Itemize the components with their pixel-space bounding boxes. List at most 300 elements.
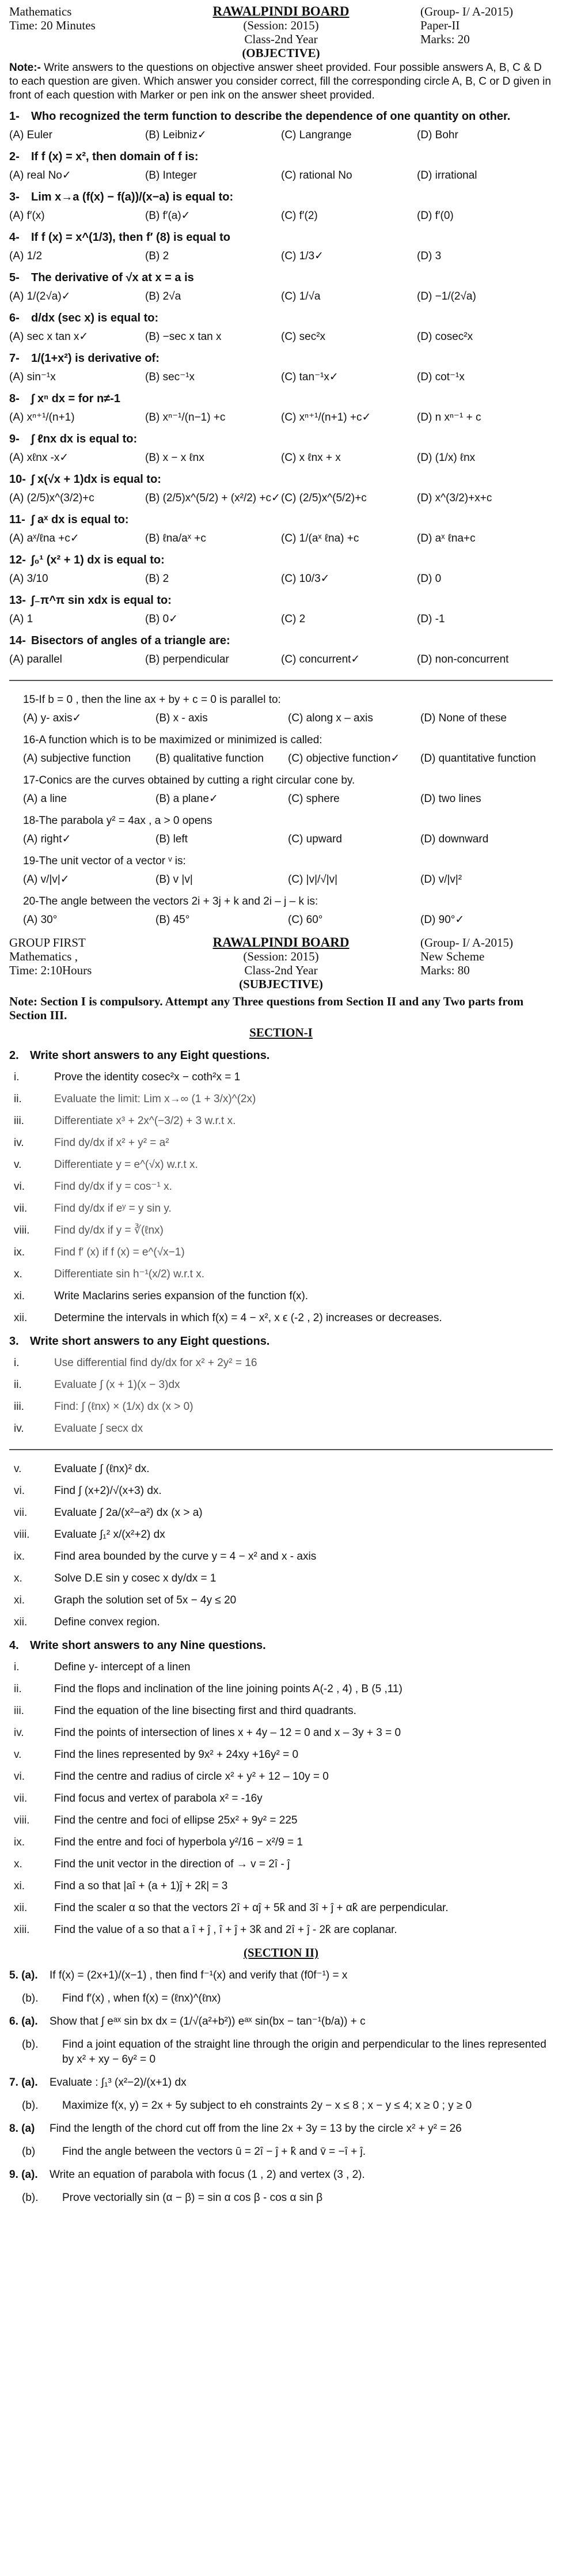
mcq-option: (C) 1/(aˣ ℓna) +c bbox=[281, 532, 359, 544]
short-question-number: ii. bbox=[14, 1093, 22, 1105]
short-question-number: iv. bbox=[14, 1423, 24, 1435]
short-question-number: v. bbox=[14, 1159, 22, 1171]
mcq-option: (C) x ℓnx + x bbox=[281, 452, 341, 464]
board-title: RAWALPINDI BOARD bbox=[212, 4, 350, 18]
short-question bbox=[9, 1245, 553, 1260]
short-question-number: vii. bbox=[14, 1792, 28, 1805]
mcq-option: (B) sec⁻¹x bbox=[145, 371, 195, 383]
mcq-option: (D) two lines bbox=[420, 793, 481, 805]
mcq-question bbox=[9, 733, 553, 748]
mcq-option: (D) cot⁻¹x bbox=[417, 371, 465, 383]
mcq-options bbox=[9, 572, 553, 587]
short-question-number: xi. bbox=[14, 1594, 25, 1606]
mcq-number: 8- bbox=[9, 392, 20, 405]
long-question-number: (b). bbox=[22, 1992, 39, 2004]
mcq-text: ∫ ℓnx dx is equal to: bbox=[31, 433, 138, 445]
short-question-text: Find the centre and foci of ellipse 25x² + 9y² = 225 bbox=[54, 1814, 298, 1826]
header-subject: Mathematics bbox=[9, 5, 72, 18]
mcq-question bbox=[9, 108, 553, 124]
section-divider bbox=[9, 680, 553, 681]
mcq-option: (B) −sec x tan x bbox=[145, 331, 222, 343]
long-question-text: Write an equation of parabola with focus (1 , 2) and vertex (3 , 2). bbox=[50, 2169, 365, 2181]
mcq-options bbox=[9, 612, 553, 627]
mcq-option: (A) xⁿ⁺¹/(n+1) bbox=[9, 411, 75, 423]
mcq-option: (B) qualitative function bbox=[155, 752, 264, 765]
mcq-option: (C) 2 bbox=[281, 613, 306, 625]
short-question-number: ii. bbox=[14, 1683, 22, 1695]
mcq-option: (B) (2/5)x^(5/2) + (x²/2) +c✓ bbox=[145, 492, 280, 504]
sub-class: Class-2nd Year bbox=[244, 963, 318, 977]
short-question bbox=[9, 1791, 553, 1806]
mcq-option: (B) 2 bbox=[145, 573, 169, 585]
long-question-number: 9. (a). bbox=[9, 2169, 38, 2181]
mcq-text: If f (x) = x^(1/3), then f′ (8) is equal to bbox=[31, 231, 230, 244]
short-question-text: Find the lines represented by 9x² + 24xy +16y² = 0 bbox=[54, 1749, 299, 1761]
sub-header-time: Time: 2:10Hours bbox=[9, 963, 92, 977]
mcq-number: 7- bbox=[9, 352, 20, 365]
sub-note-text: Section I is compulsory. Attempt any Three questions from Section II and any Two parts from Section III. bbox=[9, 994, 524, 1022]
mcq-option: (A) y- axis✓ bbox=[23, 712, 82, 724]
mcq-text: ∫ x(√x + 1)dx is equal to: bbox=[31, 473, 161, 486]
mcq-option: (D) cosec²x bbox=[417, 331, 473, 343]
mcq-option: (C) 10/3✓ bbox=[281, 573, 330, 585]
short-question bbox=[9, 1704, 553, 1719]
long-question-text: Maximize f(x, y) = 2x + 5y subject to eh constraints 2y − x ≤ 8 ; x − y ≤ 4; x ≥ 0 ; y ≥ 0 bbox=[62, 2100, 472, 2112]
mcq-option: (C) 1/3✓ bbox=[281, 250, 324, 262]
short-question-number: xii. bbox=[14, 1312, 28, 1324]
mcq-question bbox=[9, 310, 553, 326]
short-question bbox=[9, 1835, 553, 1850]
short-question-number: iv. bbox=[14, 1727, 24, 1739]
sub-group: (Group- I/ A-2015) bbox=[420, 936, 513, 950]
long-question bbox=[9, 2121, 553, 2136]
long-question-text: Show that ∫ eᵃˣ sin bx dx = (1/√(a²+b²)) eᵃˣ sin(bx − tan⁻¹(b/a)) + c bbox=[50, 2015, 366, 2027]
header-time: Time: 20 Minutes bbox=[9, 18, 96, 32]
short-question bbox=[9, 1136, 553, 1151]
mcq-option: (A) (2/5)x^(3/2)+c bbox=[9, 492, 94, 504]
mcq-option: (A) aˣ/ℓna +c✓ bbox=[9, 532, 79, 544]
mcq-option: (D) n xⁿ⁻¹ + c bbox=[417, 411, 481, 423]
long-question-text: If f(x) = (2x+1)/(x−1) , then find f⁻¹(x) and verify that (f0f⁻¹) = x bbox=[50, 1969, 348, 1981]
mcq-text: If b = 0 , then the line ax + by + c = 0 is parallel to: bbox=[39, 694, 281, 706]
short-question-text: Evaluate ∫ (x + 1)(x − 3)dx bbox=[54, 1379, 180, 1391]
mcq-text: 1/(1+x²) is derivative of: bbox=[31, 352, 160, 365]
mcq-option: (B) left bbox=[155, 833, 188, 845]
mcq-options bbox=[9, 913, 553, 928]
mcq-option: (A) 30° bbox=[23, 914, 58, 926]
short-question bbox=[9, 1223, 553, 1238]
short-question bbox=[9, 1769, 553, 1784]
mcq-question bbox=[9, 189, 553, 205]
short-question-number: vii. bbox=[14, 1202, 28, 1215]
mcq-number: 16- bbox=[23, 734, 39, 746]
short-question-number: iii. bbox=[14, 1705, 24, 1717]
mcq-options bbox=[9, 249, 553, 264]
marks: Marks: 20 bbox=[420, 32, 470, 46]
mcq-options bbox=[9, 330, 553, 345]
long-question-number: (b). bbox=[22, 2100, 39, 2112]
short-question-number: iv. bbox=[14, 1137, 24, 1149]
short-question-text: Find the centre and radius of circle x² + y² + 12 – 10y = 0 bbox=[54, 1771, 329, 1783]
short-question bbox=[9, 1421, 553, 1436]
mcq-question bbox=[9, 149, 553, 165]
mcq-options bbox=[9, 491, 553, 506]
mcq-option: (B) 0✓ bbox=[145, 613, 179, 625]
short-question-number: x. bbox=[14, 1572, 22, 1584]
short-question bbox=[9, 1311, 553, 1326]
mcq-options bbox=[9, 751, 553, 766]
paper: Paper-II bbox=[420, 18, 460, 32]
short-question-text: Find area bounded by the curve y = 4 − x² and x - axis bbox=[54, 1550, 317, 1563]
long-question-text: Find f′(x) , when f(x) = (ℓnx)^(ℓnx) bbox=[62, 1992, 221, 2004]
mcq-question bbox=[9, 552, 553, 568]
mcq-option: (C) Langrange bbox=[281, 129, 352, 141]
short-question bbox=[9, 1726, 553, 1741]
mcq-text: The unit vector of a vector ᵛ is: bbox=[39, 855, 186, 867]
short-question bbox=[9, 1378, 553, 1393]
short-question-number: vi. bbox=[14, 1771, 25, 1783]
short-question-number: ii. bbox=[14, 1379, 22, 1391]
mcq-text: ∫₀¹ (x² + 1) dx is equal to: bbox=[31, 554, 165, 566]
mcq-option: (C) upward bbox=[288, 833, 342, 845]
note-text: Write answers to the questions on objective answer sheet provided. Four possible answers A, B, C & D to each question are given. Which answer you consider correct, fill the corresponding circle A, B, C or D given in front of each question with Marker or pen ink on the answer sheet provided. bbox=[9, 62, 551, 101]
long-question bbox=[9, 2168, 553, 2182]
q4-items bbox=[9, 1660, 553, 1938]
short-question-number: vii. bbox=[14, 1507, 28, 1519]
long-question-text: Find the angle between the vectors ū = 2î − ĵ + k̂ and v̄ = −î + ĵ. bbox=[62, 2146, 366, 2158]
short-question bbox=[9, 1092, 553, 1107]
mcq-text: ∫ aˣ dx is equal to: bbox=[31, 513, 129, 526]
mcq-number: 5- bbox=[9, 271, 20, 284]
mcq-number: 18- bbox=[23, 815, 39, 827]
long-question bbox=[9, 1968, 553, 1983]
mcq-text: Who recognized the term function to describe the dependence of one quantity on other. bbox=[31, 110, 511, 123]
long-question bbox=[9, 2075, 553, 2090]
long-question-number: 8. (a) bbox=[9, 2123, 35, 2135]
mcq-number: 6- bbox=[9, 312, 20, 324]
mcq-option: (B) xⁿ⁻¹/(n−1) +c bbox=[145, 411, 226, 423]
short-question-text: Graph the solution set of 5x − 4y ≤ 20 bbox=[54, 1594, 237, 1606]
mcq-option: (B) 45° bbox=[155, 914, 190, 926]
mcq-options bbox=[9, 168, 553, 183]
short-question bbox=[9, 1901, 553, 1916]
sub-header-subject: GROUP FIRST Mathematics , bbox=[9, 936, 86, 963]
short-question bbox=[9, 1505, 553, 1520]
mcq-option: (A) sec x tan x✓ bbox=[9, 331, 89, 343]
mcq-text: ∫ xⁿ dx = for n≠-1 bbox=[31, 392, 120, 405]
mcq-options bbox=[9, 711, 553, 726]
short-question-number: iii. bbox=[14, 1401, 24, 1413]
short-question-text: Find a so that |aî + (a + 1)ĵ + 2k̂| = 3 bbox=[54, 1880, 228, 1892]
mcq-option: (A) xℓnx -x✓ bbox=[9, 452, 69, 464]
mcq-text: If f (x) = x², then domain of f is: bbox=[31, 150, 199, 163]
mcq-option: (D) −1/(2√a) bbox=[417, 290, 476, 302]
short-question-number: v. bbox=[14, 1749, 22, 1761]
mcq-option: (C) 1/√a bbox=[281, 290, 321, 302]
mcq-option: (B) x − x ℓnx bbox=[145, 452, 204, 464]
mcq-number: 1- bbox=[9, 110, 20, 123]
short-question-text: Evaluate ∫ secx dx bbox=[54, 1423, 143, 1435]
short-question-number: x. bbox=[14, 1268, 22, 1280]
class: Class-2nd Year bbox=[244, 32, 318, 46]
short-question bbox=[9, 1813, 553, 1828]
mcq-option: (B) Integer bbox=[145, 169, 197, 181]
short-question-text: Find the equation of the line bisecting first and third quadrants. bbox=[54, 1705, 356, 1717]
mcq-question bbox=[9, 894, 553, 909]
mcq-option: (D) quantitative function bbox=[420, 752, 536, 765]
short-question bbox=[9, 1201, 553, 1216]
mcq-option: (D) f′(0) bbox=[417, 210, 454, 222]
mcq-option: (D) -1 bbox=[417, 613, 445, 625]
note-label: Note:- bbox=[9, 62, 41, 74]
mcq-question bbox=[9, 773, 553, 788]
short-question-number: v. bbox=[14, 1463, 22, 1475]
mcq-option: (C) concurrent✓ bbox=[281, 653, 360, 665]
short-question-number: viii. bbox=[14, 1814, 30, 1826]
short-question-number: xiii. bbox=[14, 1924, 30, 1936]
section-1-title: SECTION-I bbox=[249, 1026, 313, 1039]
short-question-text: Find: ∫ (ℓnx) × (1/x) dx (x > 0) bbox=[54, 1401, 193, 1413]
short-question-text: Evaluate ∫₁² x/(x²+2) dx bbox=[54, 1529, 165, 1541]
mcq-option: (B) perpendicular bbox=[145, 653, 229, 665]
short-question-text: Determine the intervals in which f(x) = 4 − x², x ϵ (-2 , 2) increases or decreases. bbox=[54, 1312, 442, 1324]
mcq-option: (D) non-concurrent bbox=[417, 653, 509, 665]
short-question-text: Use differential find dy/dx for x² + 2y² = 16 bbox=[54, 1357, 257, 1369]
short-question-text: Find ∫ (x+2)/√(x+3) dx. bbox=[54, 1485, 162, 1497]
long-question bbox=[9, 2191, 553, 2206]
mcq-option: (B) ℓna/aˣ +c bbox=[145, 532, 206, 544]
mcq-question bbox=[9, 471, 553, 487]
short-question-number: iii. bbox=[14, 1115, 24, 1127]
short-question-text: Differentiate sin h⁻¹(x/2) w.r.t x. bbox=[54, 1268, 204, 1280]
short-question bbox=[9, 1549, 553, 1564]
short-question-number: xii. bbox=[14, 1902, 28, 1914]
mcq-option: (C) xⁿ⁺¹/(n+1) +c✓ bbox=[281, 411, 371, 423]
long-question-text: Find a joint equation of the straight line through the origin and perpendicular to the lines represented by x² + xy − 6y² = 0 bbox=[62, 2038, 546, 2066]
mcq-option: (C) rational No bbox=[281, 169, 352, 181]
q2-items bbox=[9, 1070, 553, 1326]
mcq-question bbox=[9, 814, 553, 829]
mcq-options bbox=[9, 370, 553, 385]
q3-items bbox=[9, 1356, 553, 1630]
mcq-option: (D) x^(3/2)+x+c bbox=[417, 492, 492, 504]
short-question bbox=[9, 1267, 553, 1282]
mcq-option: (A) 1/(2√a)✓ bbox=[9, 290, 71, 302]
mcq-text: A function which is to be maximized or minimized is called: bbox=[39, 734, 322, 746]
short-question-number: viii. bbox=[14, 1224, 30, 1236]
sub-note-label: Note: bbox=[9, 994, 37, 1008]
short-question-text: Write Maclarins series expansion of the function f(x). bbox=[54, 1290, 309, 1302]
mcq-option: (C) sec²x bbox=[281, 331, 326, 343]
mcq-number: 15- bbox=[23, 694, 39, 706]
short-question-text: Differentiate y = e^(√x) w.r.t x. bbox=[54, 1159, 198, 1171]
mcq-question bbox=[9, 270, 553, 286]
sub-session: (Session: 2015) bbox=[243, 950, 319, 963]
mcq-number: 20- bbox=[23, 895, 39, 907]
paper-type: (OBJECTIVE) bbox=[242, 46, 320, 60]
mcq-option: (B) f′(a)✓ bbox=[145, 210, 191, 222]
mcq-option: (D) downward bbox=[420, 833, 489, 845]
short-question bbox=[9, 1462, 553, 1477]
short-question bbox=[9, 1571, 553, 1586]
mcq-question bbox=[9, 693, 553, 708]
mcq-option: (D) aˣ ℓna+c bbox=[417, 532, 476, 544]
short-question-text: Find focus and vertex of parabola x² = -16y bbox=[54, 1792, 263, 1805]
mcq-option: (C) f′(2) bbox=[281, 210, 318, 222]
mcq-option: (D) irrational bbox=[417, 169, 477, 181]
short-question-text: Find dy/dx if y = ∛(ℓnx) bbox=[54, 1224, 164, 1236]
short-question bbox=[9, 1615, 553, 1630]
short-question-text: Find the scaler α so that the vectors 2î + αĵ + 5k̂ and 3î + ĵ + αk̂ are perpendicular. bbox=[54, 1902, 449, 1914]
mcq-text: The parabola y² = 4ax , a > 0 opens bbox=[39, 815, 212, 827]
mcq-number: 19- bbox=[23, 855, 39, 867]
short-question bbox=[9, 1923, 553, 1938]
mcq-option: (A) parallel bbox=[9, 653, 62, 665]
mcq-option: (D) 3 bbox=[417, 250, 442, 262]
mcq-option: (A) subjective function bbox=[23, 752, 131, 765]
mcq-option: (A) right✓ bbox=[23, 833, 71, 845]
mcq-option: (D) (1/x) ℓnx bbox=[417, 452, 476, 464]
short-question bbox=[9, 1356, 553, 1371]
mcq-options bbox=[9, 832, 553, 847]
sub-board-title: RAWALPINDI BOARD bbox=[212, 935, 350, 950]
mcq-number: 11- bbox=[9, 513, 25, 526]
short-question-text: Define y- intercept of a linen bbox=[54, 1661, 191, 1673]
short-question-text: Find f′ (x) if f (x) = e^(√x−1) bbox=[54, 1246, 185, 1258]
short-question-text: Find the entre and foci of hyperbola y²/16 − x²/9 = 1 bbox=[54, 1836, 303, 1848]
section-2-title: (SECTION II) bbox=[243, 1946, 319, 1960]
short-question bbox=[9, 1879, 553, 1894]
long-question bbox=[9, 2098, 553, 2113]
mcq-text: Conics are the curves obtained by cutting a right circular cone by. bbox=[39, 774, 355, 786]
mcq-option: (D) v/|v|² bbox=[420, 873, 462, 886]
mcq-option: (D) 90°✓ bbox=[420, 914, 465, 926]
mcq-options bbox=[9, 128, 553, 143]
mcq-option: (C) |v|/√|v| bbox=[288, 873, 338, 886]
mcq-option: (C) tan⁻¹x✓ bbox=[281, 371, 339, 383]
mcq-option: (B) a plane✓ bbox=[155, 793, 218, 805]
mcq-text: ∫₋π^π sin xdx is equal to: bbox=[31, 594, 172, 607]
mcq-option: (B) v |v| bbox=[155, 873, 193, 886]
sub-paper-type: (SUBJECTIVE) bbox=[239, 977, 323, 991]
sub-marks: Marks: 80 bbox=[420, 963, 470, 977]
long-question bbox=[9, 2014, 553, 2029]
mcq-number: 9- bbox=[9, 433, 20, 445]
short-question-number: viii. bbox=[14, 1529, 30, 1541]
mcq-option: (D) Bohr bbox=[417, 129, 458, 141]
long-question bbox=[9, 2144, 553, 2159]
short-question-number: i. bbox=[14, 1661, 20, 1673]
mcq-option: (C) (2/5)x^(5/2)+c bbox=[281, 492, 367, 504]
q3-heading: 3. Write short answers to any Eight questions. bbox=[9, 1335, 270, 1348]
mcq-option: (D) None of these bbox=[420, 712, 507, 724]
mcq-option: (A) sin⁻¹x bbox=[9, 371, 56, 383]
short-question-text: Evaluate ∫ (ℓnx)² dx. bbox=[54, 1463, 150, 1475]
mcq-question bbox=[9, 391, 553, 407]
mcq-option: (B) x - axis bbox=[155, 712, 208, 724]
short-question-number: xi. bbox=[14, 1290, 25, 1302]
mcq-options bbox=[9, 209, 553, 224]
mcq-question bbox=[9, 512, 553, 528]
mcq-question bbox=[9, 854, 553, 869]
long-question-text: Prove vectorially sin (α − β) = sin α cos β - cos α sin β bbox=[62, 2192, 323, 2204]
short-question-text: Find the value of a so that a î + ĵ , î + ĵ + 3k̂ and 2î + ĵ - 2k̂ are coplanar. bbox=[54, 1924, 397, 1936]
mcq-text: The angle between the vectors 2i + 3j + k and 2i – j – k is: bbox=[39, 895, 318, 907]
q4-heading: 4. Write short answers to any Nine questions. bbox=[9, 1639, 266, 1652]
mcq-option: (A) 1/2 bbox=[9, 250, 43, 262]
short-question-text: Find dy/dx if y = cos⁻¹ x. bbox=[54, 1181, 172, 1193]
short-question bbox=[9, 1158, 553, 1172]
short-question-number: xii. bbox=[14, 1616, 28, 1628]
subjective-note bbox=[9, 994, 553, 1022]
long-questions bbox=[9, 1968, 553, 2206]
long-question-number: 7. (a). bbox=[9, 2076, 38, 2089]
short-question bbox=[9, 1682, 553, 1697]
short-question-number: x. bbox=[14, 1858, 22, 1870]
mcq-option: (A) Euler bbox=[9, 129, 52, 141]
long-question-number: 6. (a). bbox=[9, 2015, 38, 2027]
mcq-option: (A) real No✓ bbox=[9, 169, 71, 181]
mcq-question bbox=[9, 229, 553, 245]
q2-heading: 2. Write short answers to any Eight questions. bbox=[9, 1049, 270, 1062]
short-question-number: ix. bbox=[14, 1246, 25, 1258]
long-question-text: Find the length of the chord cut off from the line 2x + 3y = 13 by the circle x² + y² = 26 bbox=[50, 2123, 462, 2135]
long-question bbox=[9, 1991, 553, 2006]
mcq-options bbox=[9, 652, 553, 667]
long-question-text: Evaluate : ∫₁³ (x²−2)/(x+1) dx bbox=[50, 2076, 187, 2089]
short-question bbox=[9, 1660, 553, 1675]
short-question bbox=[9, 1114, 553, 1129]
mcq-options bbox=[9, 289, 553, 304]
short-question-number: ix. bbox=[14, 1836, 25, 1848]
mcq-options bbox=[9, 792, 553, 807]
short-question-text: Prove the identity cosec²x − coth²x = 1 bbox=[54, 1071, 241, 1083]
mcq-option: (C) 60° bbox=[288, 914, 323, 926]
short-question-text: Evaluate ∫ 2a/(x²−a²) dx (x > a) bbox=[54, 1507, 203, 1519]
mcq-text: d/dx (sec x) is equal to: bbox=[31, 312, 159, 324]
long-question-number: (b) bbox=[22, 2146, 36, 2158]
short-question bbox=[9, 1179, 553, 1194]
short-question-text: Differentiate x³ + 2x^(−3/2) + 3 w.r.t x. bbox=[54, 1115, 236, 1127]
page-divider bbox=[9, 1449, 553, 1450]
short-question-text: Find the flops and inclination of the line joining points A(-2 , 4) , B (5 ,11) bbox=[54, 1683, 402, 1695]
session: (Session: 2015) bbox=[243, 18, 319, 32]
short-question-text: Find the points of intersection of lines x + 4y – 12 = 0 and x – 3y + 3 = 0 bbox=[54, 1727, 401, 1739]
mcq-option: (B) Leibniz✓ bbox=[145, 129, 207, 141]
long-question-number: (b). bbox=[22, 2038, 39, 2051]
mcq-question bbox=[9, 431, 553, 447]
group: (Group- I/ A-2015) bbox=[420, 5, 513, 18]
short-question-number: i. bbox=[14, 1071, 20, 1083]
mcq-question bbox=[9, 633, 553, 649]
mcq-option: (B) 2 bbox=[145, 250, 169, 262]
mcq-options bbox=[9, 531, 553, 546]
mcq-text: Lim x→a (f(x) − f(a))/(x−a) is equal to: bbox=[31, 191, 234, 203]
short-question-text: Find dy/dx if x² + y² = a² bbox=[54, 1137, 169, 1149]
mcq-option: (A) 1 bbox=[9, 613, 33, 625]
mcq-options bbox=[9, 410, 553, 425]
objective-questions bbox=[9, 108, 553, 928]
short-question-text: Find the unit vector in the direction of → v = 2î - ĵ bbox=[54, 1858, 290, 1870]
mcq-text: Bisectors of angles of a triangle are: bbox=[31, 634, 230, 647]
mcq-number: 12- bbox=[9, 554, 26, 566]
short-question bbox=[9, 1527, 553, 1542]
mcq-option: (D) 0 bbox=[417, 573, 442, 585]
subjective-header bbox=[9, 936, 553, 991]
long-question bbox=[9, 2037, 553, 2067]
mcq-option: (A) f′(x) bbox=[9, 210, 45, 222]
mcq-number: 2- bbox=[9, 150, 20, 163]
